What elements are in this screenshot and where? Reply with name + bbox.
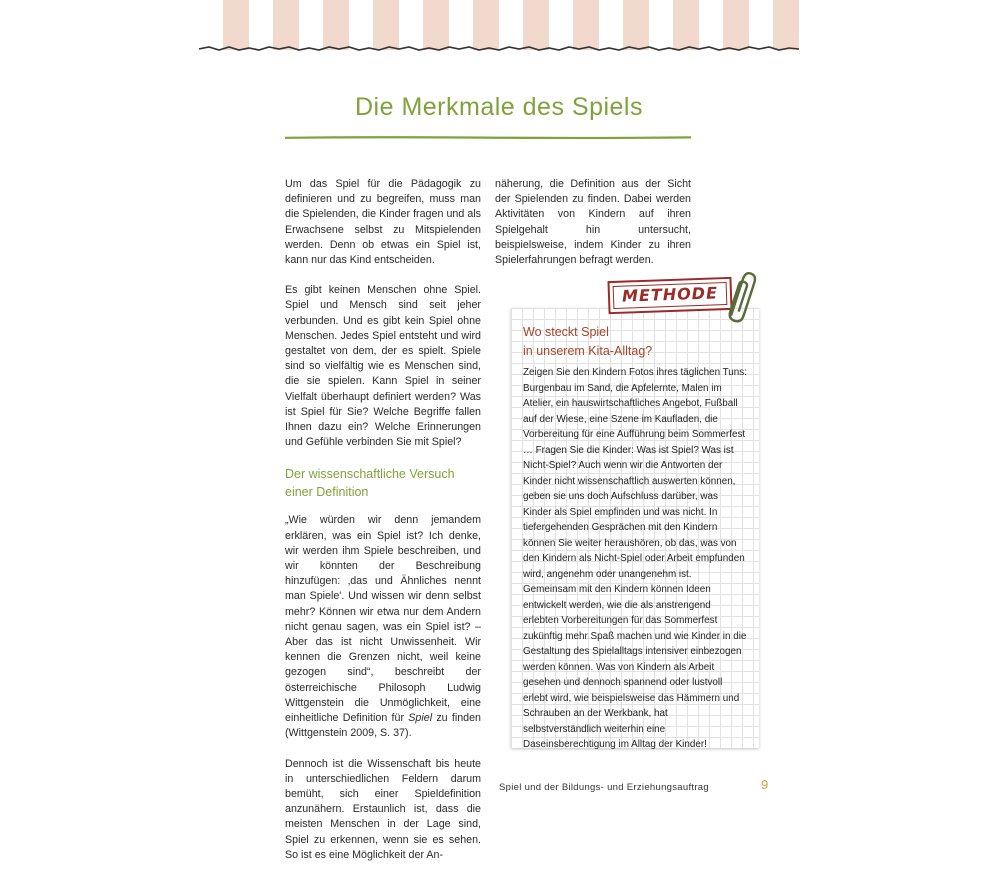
decorative-stripes [199, 0, 799, 50]
running-footer: Spiel und der Bildungs- und Erziehungsauftrag [499, 782, 709, 793]
note-body: Zeigen Sie den Kindern Fotos ihres täglichen Tuns: Burgenbau im Sand, die Apfelernte, Malen im Atelier, ein hauswirtschaftliches Angebot, Fußball auf der Wiese, eine Szene im Kaufladen, die Vorbereitung für eine Aufführung beim Sommerfest … Fragen Sie die Kinder: Was ist Spiel? Was ist Nicht-Spiel? Auch wenn wir die Antworten der Kinder nicht wissenschaftlich auswerten können, geben sie uns doch Aufschluss darüber, was Kinder als Spiel empfinden und was nicht. In tiefergehenden Gesprächen mit den Kindern können Sie weiter heraushören, ob das, was von den Kindern als Nicht-Spiel oder Arbeit empfunden wird, angenehm oder unangenehm ist. Gemeinsam mit den Kindern können Ideen entwickelt werden, wie die als anstrengend erlebten Vorbereitungen für das Sommerfest zukünftig mehr Spaß machen und wie Kinder in die Gestaltung des Spielalltags intensiver einbezogen werden können. Was von Kindern als Arbeit gesehen und dennoch spannend oder lustvoll erlebt wird, wie beispielsweise das Hämmern und Schrauben an der Werkbank, hat selbstverständlich weiterhin eine Daseinsberechtigung im Alltag der Kinder! [523, 367, 747, 750]
subheading-line: Der wissenschaftliche Versuch [285, 467, 455, 482]
note-heading: Wo steckt Spiel in unserem Kita-Alltag? [523, 325, 653, 358]
method-note-card [511, 308, 759, 748]
paragraph: näherung, die Definition aus der Sicht der Spielenden zu finden. Dabei werden Aktivitäten von Kindern auf ihren Spielgehalt hin untersucht, beispielsweise, indem Kinder zu ihren Spielerfahrungen befragt werden. [495, 178, 691, 267]
stamp-label: METHODE [621, 283, 719, 306]
title-underline [285, 136, 691, 139]
paragraph: Um das Spiel für die Pädagogik zu definieren und zu begreifen, muss man die Spielenden, die Kinder fragen und als Erwachsene selbst zu Mitspielenden werden. Denn ob etwas ein Spiel ist, kann nur das Kind entscheiden. [285, 178, 481, 267]
paragraph: Dennoch ist die Wissenschaft bis heute in unterschiedlichen Feldern darum bemüht, sich einer Spieldefinition anzunähern. Erstaunlich ist, dass die meisten Menschen in der Lage sind, Spiel zu erkennen, wenn sie es sehen. So ist es eine Möglichkeit der An- [285, 757, 481, 861]
right-column [495, 177, 691, 283]
paperclip-icon [727, 268, 757, 330]
section-subheading [285, 465, 481, 501]
page-number: 9 [761, 777, 769, 792]
paragraph: Es gibt keinen Menschen ohne Spiel. Spiel und Mensch sind seit jeher verbunden. Und es gibt kein Spiel ohne Menschen. Jedes Spiel entsteht und wird gestaltet von dem, der es spielt. Spiele sind so vielfältig wie es Menschen sind, die sie spielen. Kann Spiel in seiner Vielfalt überhaupt definiert werden? Was ist Spiel für Sie? Welche Begriffe fallen Ihnen dazu ein? Welche Erinnerungen und Gefühle verbinden Sie mit Spiel? [285, 284, 481, 449]
subheading-line: einer Definition [285, 485, 369, 500]
method-stamp [607, 277, 732, 314]
page-title: Die Merkmale des Spiels [355, 93, 643, 121]
page [199, 0, 799, 861]
quote-paragraph: „Wie würden wir denn jemandem erklären, was ein Spiel ist? Ich denke, wir werden ihm Spiele beschreiben, und wir könnten der Beschreibung hinzufügen: ‚das und Ähnliches nennt man Spiele'. Und wissen wir denn selbst mehr? Können wir etwa nur dem Andern nicht genau sagen, was ein Spiel ist? – Aber das ist nicht Unwissenheit. Wir kennen die Grenzen nicht, weil keine gezogen sind“, beschreibt der österreichische Philosoph Ludwig Wittgenstein die Unmöglichkeit, eine einheitliche Definition für Spiel zu finden (Wittgenstein 2009, S. 37). [285, 514, 481, 740]
left-column [285, 177, 481, 878]
stitched-edge [199, 44, 799, 54]
italic-term: Spiel [408, 712, 433, 725]
